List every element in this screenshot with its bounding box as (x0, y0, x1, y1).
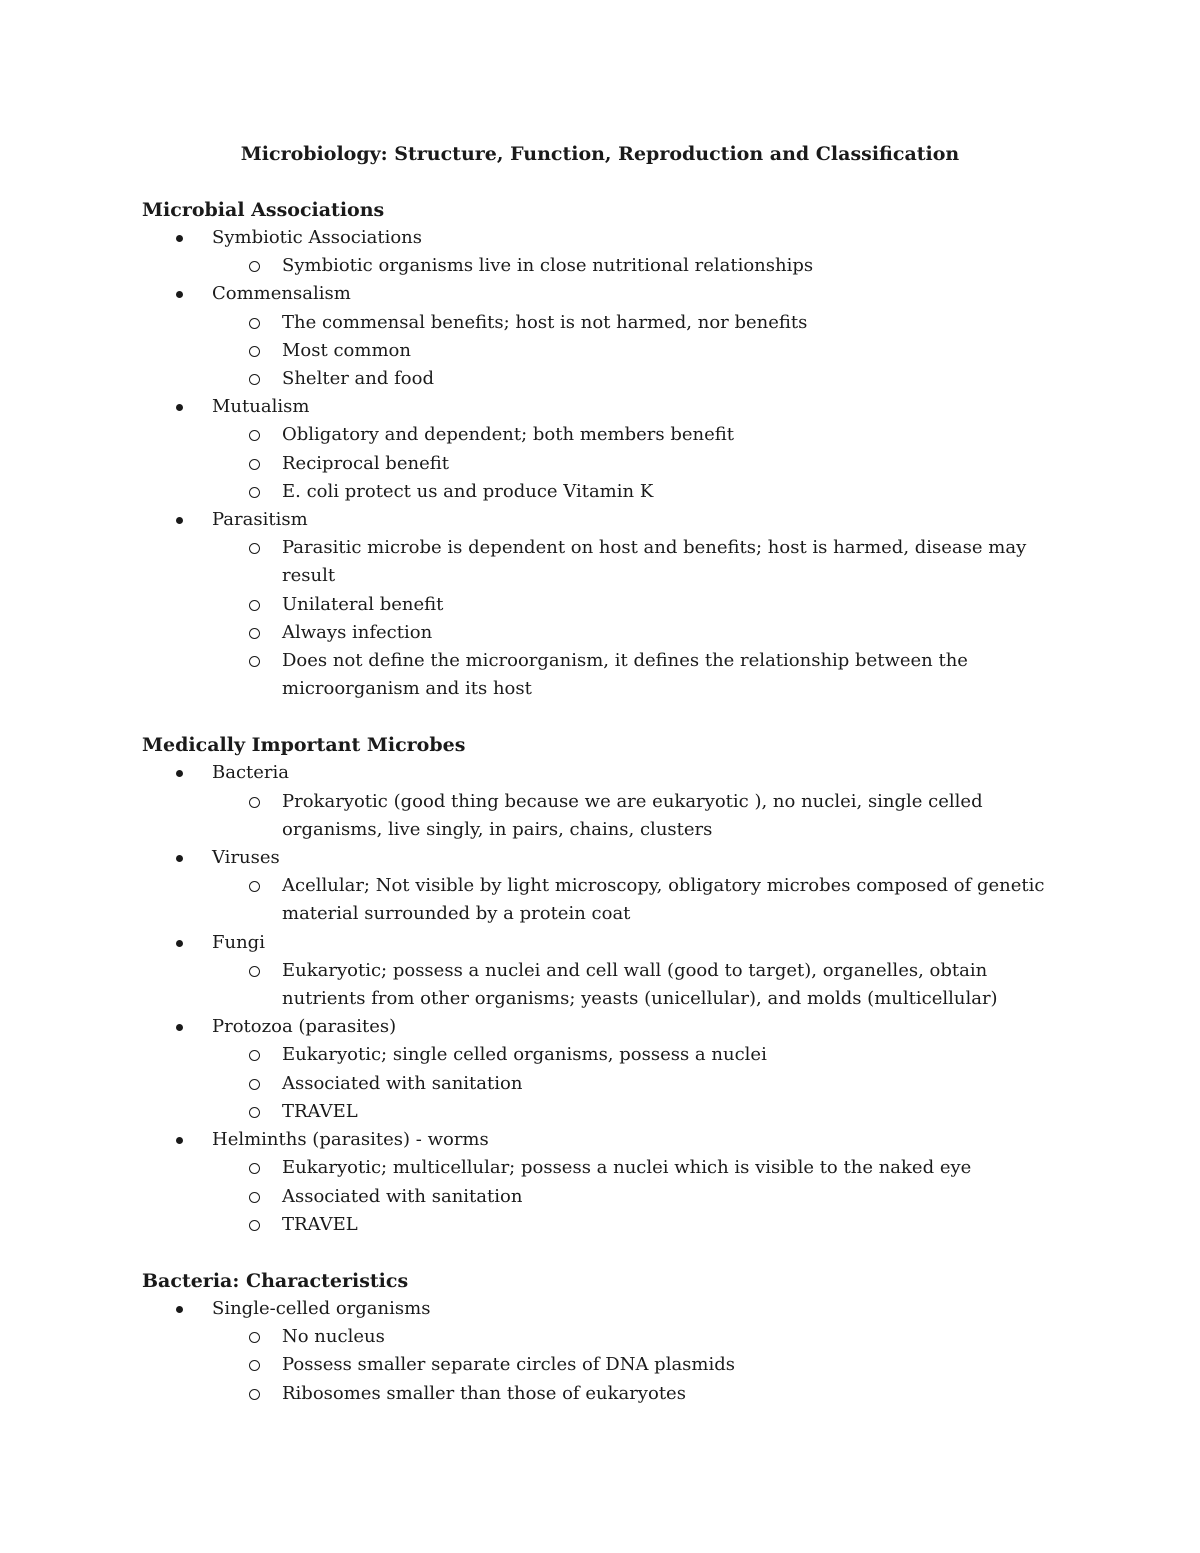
hollow-circle-bullet-icon (249, 459, 260, 470)
hollow-circle-bullet-icon (249, 318, 260, 329)
filled-bullet-icon (176, 1306, 183, 1313)
sub-bullet-text: Associated with sanitation (282, 1072, 523, 1094)
hollow-circle-bullet-icon (249, 1050, 260, 1061)
bullet-list (142, 759, 1072, 1238)
sub-bullet-list (212, 252, 1072, 280)
filled-bullet-icon (176, 940, 183, 947)
bullet-label: Bacteria (212, 762, 290, 784)
filled-bullet-icon (176, 517, 183, 524)
sub-bullet-item (212, 788, 1072, 844)
bullet-list (142, 1295, 1072, 1408)
sub-bullet-text: Eukaryotic; multicellular; possess a nuclei which is visible to the naked eye (282, 1157, 972, 1179)
bullet-item (142, 759, 1072, 844)
bullet-item (142, 1295, 1072, 1408)
sub-bullet-item (212, 591, 1072, 619)
filled-bullet-icon (176, 1137, 183, 1144)
sub-bullet-list (212, 421, 1072, 506)
sub-bullet-item (212, 309, 1072, 337)
sub-bullet-item (212, 1070, 1072, 1098)
sub-bullet-list (212, 1323, 1072, 1408)
sub-bullet-item (212, 1154, 1072, 1182)
sub-bullet-item (212, 872, 1072, 928)
sub-bullet-item (212, 252, 1072, 280)
filled-bullet-icon (176, 235, 183, 242)
bullet-item (142, 280, 1072, 393)
sub-bullet-text: Always infection (282, 621, 433, 643)
sub-bullet-text: Acellular; Not visible by light microscopy, obligatory microbes composed of genetic material surrounded by a protein coat (282, 875, 1045, 925)
sub-bullet-item (212, 647, 1072, 703)
bullet-item (142, 393, 1072, 506)
sub-bullet-text: Parasitic microbe is dependent on host and benefits; host is harmed, disease may result (282, 537, 1027, 587)
sub-bullet-text: TRAVEL (282, 1100, 358, 1122)
document-title: Microbiology: Structure, Function, Reproduction and Classification (240, 143, 960, 165)
section (142, 196, 1072, 703)
bullet-label: Commensalism (212, 283, 351, 305)
sub-bullet-text: Obligatory and dependent; both members benefit (282, 424, 735, 446)
bullet-label: Symbiotic Associations (212, 227, 423, 248)
sub-bullet-text: Ribosomes smaller than those of eukaryotes (282, 1382, 686, 1404)
sub-bullet-text: Eukaryotic; single celled organisms, possess a nuclei (282, 1044, 767, 1066)
filled-bullet-icon (176, 1024, 183, 1031)
bullet-item (142, 1013, 1072, 1126)
sub-bullet-text: E. coli protect us and produce Vitamin K (282, 480, 654, 502)
section (142, 731, 1072, 1238)
section-heading: Medically Important Microbes (142, 734, 466, 757)
hollow-circle-bullet-icon (249, 881, 260, 892)
sub-bullet-item (212, 1041, 1072, 1069)
sub-bullet-item (212, 1323, 1072, 1351)
hollow-circle-bullet-icon (249, 374, 260, 385)
sub-bullet-text: Associated with sanitation (282, 1185, 523, 1207)
bullet-item (142, 929, 1072, 1014)
sub-bullet-text: Shelter and food (282, 368, 434, 390)
bullet-label: Parasitism (212, 509, 308, 531)
hollow-circle-bullet-icon (249, 1079, 260, 1090)
sub-bullet-item (212, 421, 1072, 449)
sub-bullet-item (212, 534, 1072, 590)
bullet-label: Protozoa (parasites) (212, 1016, 397, 1038)
sub-bullet-item (212, 1380, 1072, 1408)
sub-bullet-text: Reciprocal benefit (282, 452, 449, 474)
sub-bullet-list (212, 534, 1072, 703)
sub-bullet-text: Eukaryotic; possess a nuclei and cell wall (good to target), organelles, obtain nutrients from other organisms; yeasts (unicellular), and molds (multicellular) (282, 959, 998, 1010)
sub-bullet-item (212, 619, 1072, 647)
bullet-label: Viruses (212, 847, 280, 869)
hollow-circle-bullet-icon (249, 1192, 260, 1203)
sub-bullet-text: Unilateral benefit (282, 593, 444, 615)
filled-bullet-icon (176, 404, 183, 411)
hollow-circle-bullet-icon (249, 1220, 260, 1231)
sub-bullet-text: Does not define the microorganism, it defines the relationship between the microorganism and its host (282, 650, 968, 700)
sub-bullet-list (212, 1041, 1072, 1126)
filled-bullet-icon (176, 855, 183, 862)
sub-bullet-list (212, 957, 1072, 1013)
bullet-item (142, 224, 1072, 280)
sub-bullet-list (212, 788, 1072, 844)
sub-bullet-text: TRAVEL (282, 1213, 358, 1235)
sub-bullet-text: Prokaryotic (good thing because we are eukaryotic ), no nuclei, single celled organisms, live singly, in pairs, chains, clusters (282, 790, 983, 840)
hollow-circle-bullet-icon (249, 628, 260, 639)
bullet-label: Helminths (parasites) - worms (212, 1129, 489, 1151)
sub-bullet-text: No nucleus (282, 1326, 385, 1348)
hollow-circle-bullet-icon (249, 543, 260, 554)
sub-bullet-text: Possess smaller separate circles of DNA plasmids (282, 1354, 736, 1376)
sub-bullet-item (212, 365, 1072, 393)
sub-bullet-list (212, 872, 1072, 928)
hollow-circle-bullet-icon (249, 430, 260, 441)
hollow-circle-bullet-icon (249, 261, 260, 272)
section-heading: Bacteria: Characteristics (142, 1269, 409, 1292)
sub-bullet-list (212, 309, 1072, 394)
hollow-circle-bullet-icon (249, 1107, 260, 1118)
sub-bullet-item (212, 478, 1072, 506)
hollow-circle-bullet-icon (249, 966, 260, 977)
bullet-item (142, 844, 1072, 929)
sub-bullet-item (212, 1183, 1072, 1211)
bullet-item (142, 506, 1072, 703)
hollow-circle-bullet-icon (249, 487, 260, 498)
hollow-circle-bullet-icon (249, 1389, 260, 1400)
document-body (142, 196, 1072, 1436)
section (142, 1267, 1072, 1408)
bullet-label: Fungi (212, 931, 265, 953)
hollow-circle-bullet-icon (249, 346, 260, 357)
bullet-label: Mutualism (212, 396, 310, 418)
hollow-circle-bullet-icon (249, 656, 260, 667)
hollow-circle-bullet-icon (249, 1360, 260, 1371)
section-heading: Microbial Associations (142, 199, 385, 221)
filled-bullet-icon (176, 770, 183, 777)
sub-bullet-text: Symbiotic organisms live in close nutritional relationships (282, 255, 814, 277)
hollow-circle-bullet-icon (249, 600, 260, 611)
sub-bullet-text: Most common (282, 339, 411, 361)
sub-bullet-item (212, 337, 1072, 365)
filled-bullet-icon (176, 291, 183, 298)
bullet-item (142, 1126, 1072, 1239)
sub-bullet-item (212, 1211, 1072, 1239)
hollow-circle-bullet-icon (249, 797, 260, 808)
bullet-list (142, 224, 1072, 703)
hollow-circle-bullet-icon (249, 1163, 260, 1174)
bullet-label: Single-celled organisms (212, 1297, 431, 1319)
sub-bullet-item (212, 450, 1072, 478)
sub-bullet-text: The commensal benefits; host is not harmed, nor benefits (282, 311, 808, 333)
sub-bullet-item (212, 1098, 1072, 1126)
hollow-circle-bullet-icon (249, 1332, 260, 1343)
sub-bullet-list (212, 1154, 1072, 1239)
sub-bullet-item (212, 1351, 1072, 1379)
sub-bullet-item (212, 957, 1072, 1013)
